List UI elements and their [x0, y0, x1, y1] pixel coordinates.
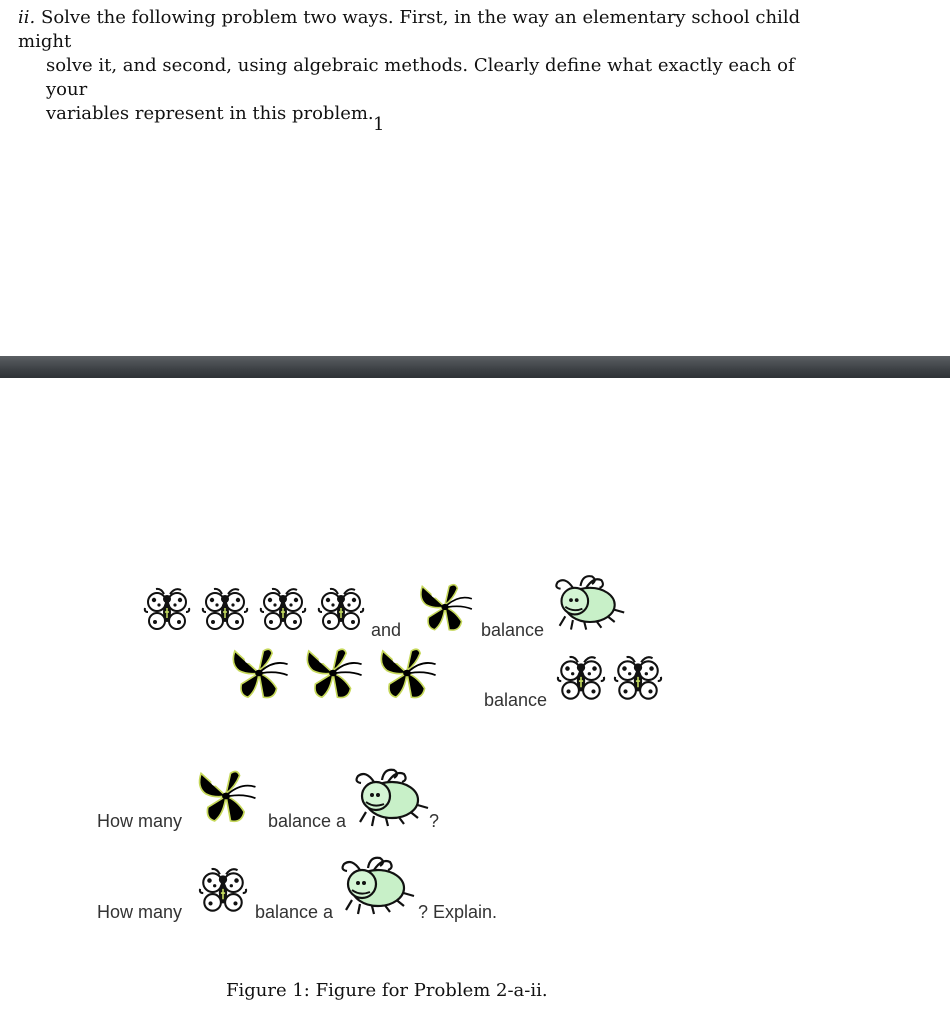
butterfly-icon	[226, 640, 292, 706]
problem-line-1: Solve the following problem two ways. First, in the way an elementary school child might	[18, 7, 801, 52]
flower-bug-icon	[197, 866, 249, 918]
question2-middle: balance a	[255, 902, 334, 922]
question1-middle: balance a	[268, 811, 347, 831]
question2-prefix: How many	[97, 902, 183, 922]
page-separator	[0, 356, 950, 378]
beetle-icon	[338, 856, 418, 916]
butterfly-icon	[192, 762, 260, 830]
row2-balance-label: balance	[484, 690, 548, 710]
problem-line-3: variables represent in this problem.	[46, 103, 374, 124]
butterfly-icon	[300, 640, 366, 706]
problem-number: ii.	[18, 7, 36, 28]
question2-suffix: ? Explain.	[418, 902, 498, 922]
question1-suffix: ?	[429, 811, 440, 831]
flower-bug-icon	[555, 654, 607, 706]
butterfly-icon	[414, 576, 476, 638]
figure-caption: Figure 1: Figure for Problem 2-a-ii.	[226, 980, 548, 1001]
page-number: 1	[373, 114, 385, 135]
row1-and-label: and	[371, 620, 402, 640]
question1-prefix: How many	[97, 811, 183, 831]
flower-bug-icon	[142, 586, 192, 636]
flower-bug-icon	[612, 654, 664, 706]
problem-line-2: solve it, and second, using algebraic methods. Clearly define what exactly each of your	[46, 55, 795, 100]
row1-balance-label: balance	[481, 620, 545, 640]
flower-bug-icon	[316, 586, 366, 636]
flower-bug-icon	[200, 586, 250, 636]
flower-bug-icon	[258, 586, 308, 636]
problem-statement	[18, 6, 838, 126]
beetle-icon	[552, 574, 628, 632]
beetle-icon	[352, 768, 432, 828]
butterfly-icon	[374, 640, 440, 706]
